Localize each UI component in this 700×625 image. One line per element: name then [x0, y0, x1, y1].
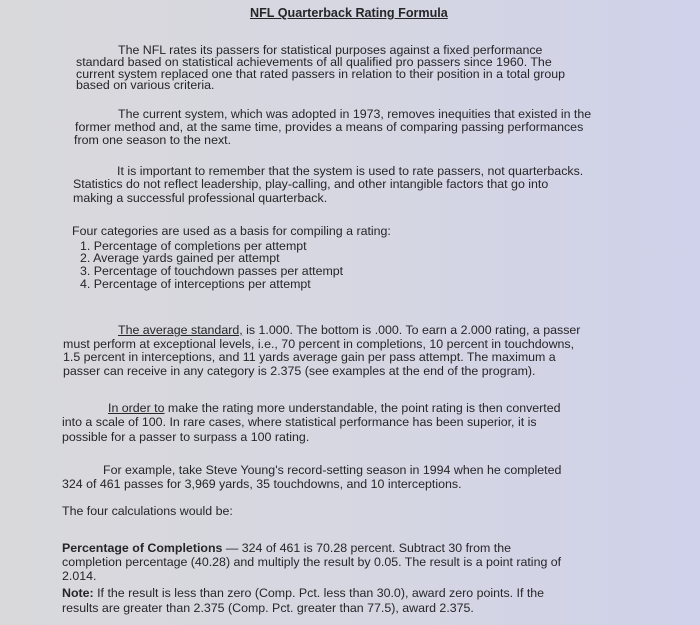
text-line — [62, 587, 544, 600]
text-line: It is important to remember that the system is used to rate passers, not quarterbacks. — [117, 164, 584, 178]
text-line — [118, 324, 580, 337]
text-span: is 1.000. The bottom is .000. To earn a 2.000 rating, a passer — [242, 323, 581, 337]
text-span: make the rating more understandable, the point rating is then converted — [164, 401, 561, 415]
text-line — [108, 402, 561, 415]
text-line: Statistics do not reflect leadership, play-calling, and other intangible factors that go into — [73, 177, 549, 191]
list-intro: Four categories are used as a basis for compiling a rating: — [72, 224, 391, 238]
underlined-phrase: The average standard, — [118, 323, 243, 337]
underlined-phrase: In order to — [108, 401, 165, 415]
section-heading: Percentage of Completions — [62, 541, 223, 555]
text-line: passer can receive in any category is 2.375 (see examples at the end of the program). — [63, 364, 536, 378]
text-line: possible for a passer to surpass a 100 rating. — [62, 430, 310, 444]
text-line: results are greater than 2.375 (Comp. Pct. greater than 77.5), award 2.375. — [62, 601, 474, 615]
text-line: 2.014. — [62, 569, 97, 583]
text-span: — 324 of 461 is 70.28 percent. Subtract 30 from the — [222, 541, 512, 555]
list-item: 3. Percentage of touchdown passes per attempt — [80, 264, 344, 278]
text-line: must perform at exceptional levels, i.e., 70 percent in completions, 10 percent in touchdowns, — [63, 337, 575, 351]
note-label: Note: — [62, 586, 94, 600]
text-line: current system replaced one that rated passers in relation to their position in a total group — [76, 67, 566, 81]
document-title: NFL Quarterback Rating Formula — [250, 6, 448, 20]
text-line: The NFL rates its passers for statistical purposes against a fixed performance — [118, 43, 543, 57]
calculations-intro: The four calculations would be: — [62, 504, 233, 518]
text-line: based on various criteria. — [76, 78, 215, 92]
list-item: 4. Percentage of interceptions per attempt — [80, 277, 311, 291]
text-line: making a successful professional quarterback. — [73, 191, 328, 205]
text-span: If the result is less than zero (Comp. Pct. less than 30.0), award zero points. If the — [93, 586, 545, 600]
text-line: The current system, which was adopted in 1973, removes inequities that existed in the — [118, 107, 592, 121]
text-line: completion percentage (40.28) and multiply the result by 0.05. The result is a point rating of — [62, 555, 562, 569]
text-line: from one season to the next. — [74, 133, 232, 147]
text-line: For example, take Steve Young's record-setting season in 1994 when he completed — [103, 463, 562, 477]
text-line: former method and, at the same time, provides a means of comparing passing performances — [75, 120, 584, 134]
list-item: 1. Percentage of completions per attempt — [80, 239, 307, 253]
text-line: 1.5 percent in interceptions, and 11 yards average gain per pass attempt. The maximum a — [63, 350, 556, 364]
text-line: standard based on statistical achievements of all qualified pro passers since 1960. The — [76, 55, 552, 69]
text-line: into a scale of 100. In rare cases, where statistical performance has been superior, it is — [62, 415, 537, 429]
list-item: 2. Average yards gained per attempt — [80, 251, 280, 265]
text-line — [62, 542, 511, 555]
text-line: 324 of 461 passes for 3,969 yards, 35 touchdowns, and 10 interceptions. — [62, 477, 462, 491]
